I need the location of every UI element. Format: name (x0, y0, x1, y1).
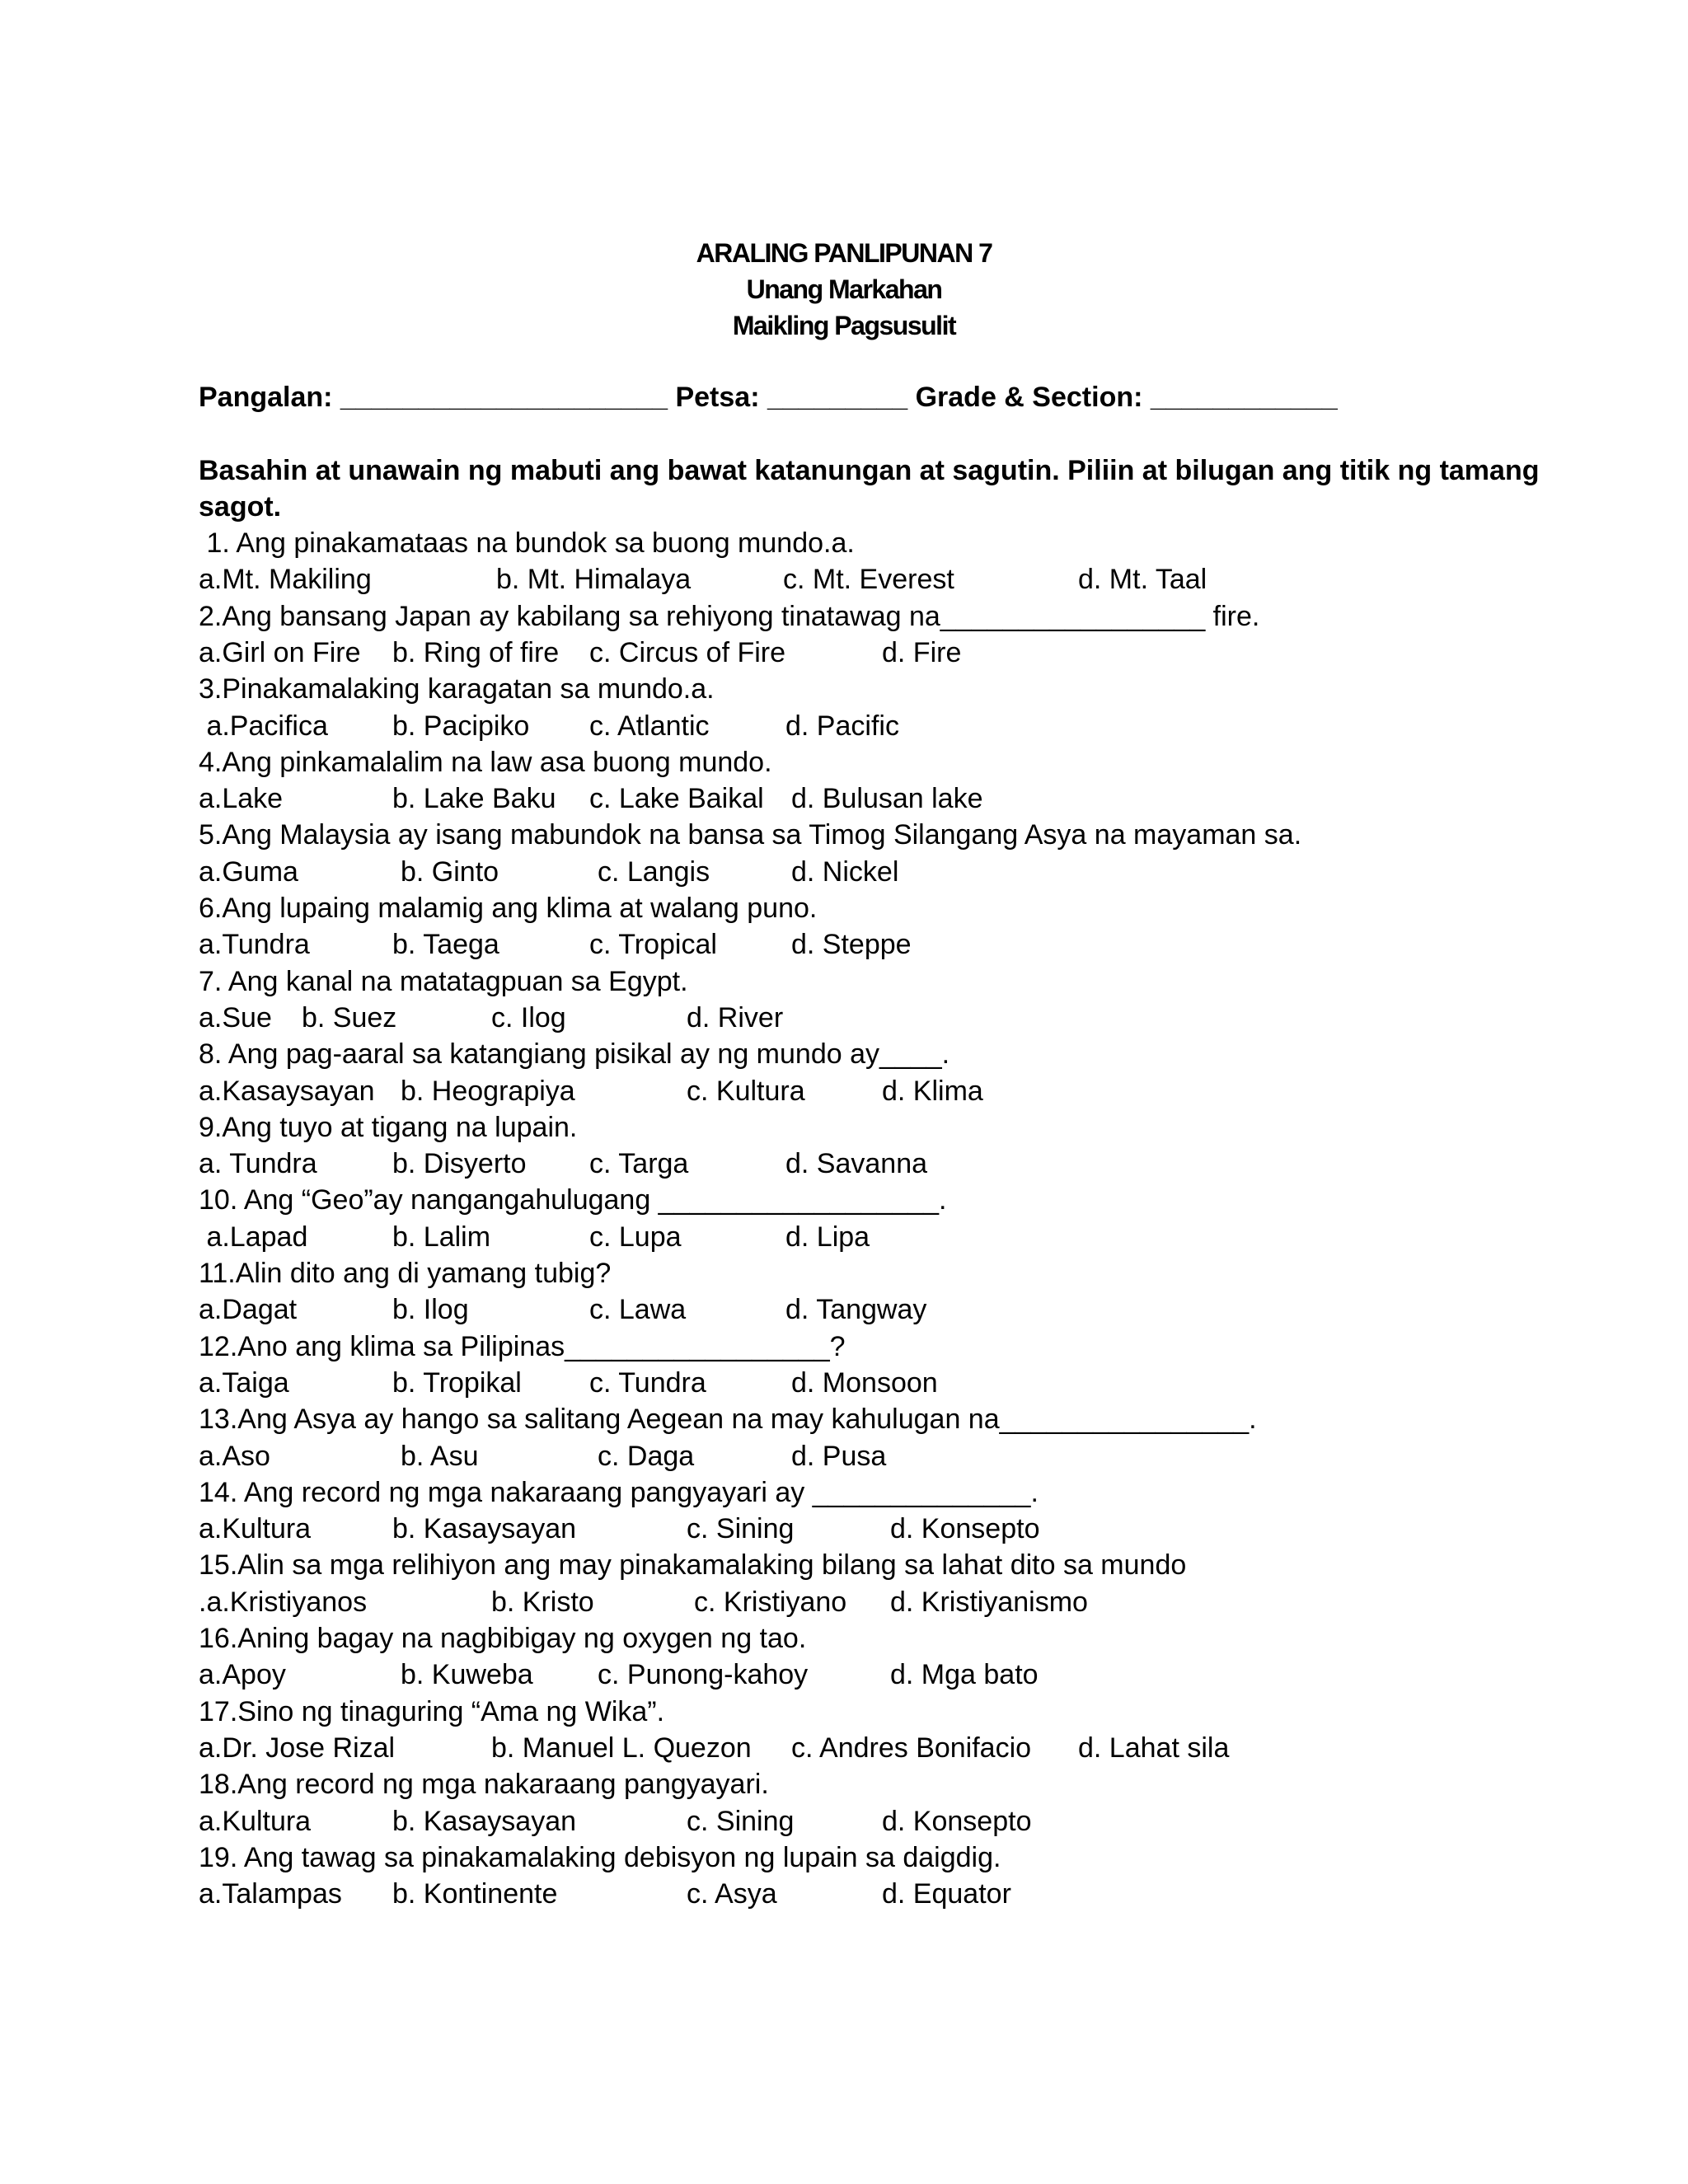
question-10-choice-a: a.Lapad (199, 1221, 308, 1253)
question-5: 5.Ang Malaysia ay isang mabundok na bansa sa Timog Silangang Asya na mayaman sa. (199, 819, 1302, 851)
question-2-choice-b: b. Ring of fire (392, 636, 560, 668)
question-5-choice-a: a.Guma (199, 855, 298, 888)
question-8: 8. Ang pag-aaral sa katangiang pisikal ay ng mundo ay____. (199, 1038, 950, 1071)
question-12-choice-d: d. Monsoon (791, 1366, 938, 1399)
question-18-choice-c: c. Sining (687, 1805, 795, 1837)
question-10: 10. Ang “Geo”ay nangangahulugang __________________. (199, 1184, 947, 1216)
question-9-choice-d: d. Savanna (785, 1148, 928, 1180)
question-9-choice-b: b. Disyerto (392, 1148, 527, 1180)
question-1-choice-d: d. Mt. Taal (1078, 564, 1207, 596)
question-12-choice-c: c. Tundra (589, 1366, 706, 1399)
question-6-choice-b: b. Taega (392, 929, 499, 961)
question-7-choice-a: a.Sue (199, 1001, 272, 1033)
question-12: 12.Ano ang klima sa Pilipinas_________________? (199, 1330, 846, 1362)
question-2-choice-d: d. Fire (882, 636, 962, 668)
question-8-choice-b: b. Heograpiya (401, 1075, 575, 1107)
question-11: 11.Alin dito ang di yamang tubig? (199, 1258, 612, 1289)
question-1: 1. Ang pinakamataas na bundok sa buong mundo.a. (199, 527, 855, 559)
question-7: 7. Ang kanal na matatagpuan sa Egypt. (199, 965, 688, 997)
question-1-choice-b: b. Mt. Himalaya (496, 564, 692, 596)
question-9: 9.Ang tuyo at tigang na lupain. (199, 1111, 578, 1143)
question-3: 3.Pinakamalaking karagatan sa mundo.a. (199, 673, 715, 705)
question-3-choice-a: a.Pacifica (199, 710, 328, 742)
question-17: 17.Sino ng tinaguring “Ama ng Wika”. (199, 1695, 665, 1727)
question-6-choice-d: d. Steppe (791, 929, 912, 961)
question-9-choice-a: a. Tundra (199, 1148, 317, 1180)
question-18-choice-b: b. Kasaysayan (392, 1805, 577, 1837)
student-info-line: Pangalan: _____________________ Petsa: _________ Grade & Section: ____________ (199, 382, 1338, 413)
question-15: 15.Alin sa mga relihiyon ang may pinakamalaking bilang sa lahat dito sa mundo (199, 1549, 1187, 1582)
question-4-choice-c: c. Lake Baikal (589, 783, 764, 815)
question-13-choice-c: c. Daga (598, 1440, 695, 1472)
question-11-choice-a: a.Dagat (199, 1294, 298, 1326)
question-19-choice-c: c. Asya (687, 1878, 777, 1910)
question-4: 4.Ang pinkamalalim na law asa buong mundo. (199, 746, 772, 778)
question-14-choice-c: c. Sining (687, 1513, 795, 1545)
question-6-choice-a: a.Tundra (199, 929, 310, 961)
question-9-choice-c: c. Targa (589, 1148, 689, 1180)
question-8-choice-c: c. Kultura (687, 1075, 805, 1107)
question-7-choice-c: c. Ilog (491, 1001, 566, 1033)
question-6-choice-c: c. Tropical (589, 929, 717, 961)
question-5-choice-b: b. Ginto (401, 855, 499, 888)
question-7-choice-d: d. River (687, 1001, 784, 1033)
question-16-choice-a: a.Apoy (199, 1659, 286, 1691)
question-3-choice-c: c. Atlantic (589, 710, 710, 742)
question-16-choice-c: c. Punong-kahoy (598, 1659, 809, 1691)
question-11-choice-d: d. Tangway (785, 1294, 927, 1326)
question-13: 13.Ang Asya ay hango sa salitang Aegean na may kahulugan na________________. (199, 1404, 1257, 1436)
question-6: 6.Ang lupaing malamig ang klima at walang puno. (199, 893, 818, 924)
question-2: 2.Ang bansang Japan ay kabilang sa rehiyong tinatawag na_________________ fire. (199, 600, 1260, 632)
question-15-choice-c: c. Kristiyano (694, 1586, 847, 1618)
question-5-choice-c: c. Langis (598, 855, 710, 888)
question-15-choice-d: d. Kristiyanismo (890, 1586, 1088, 1618)
question-1-choice-c: c. Mt. Everest (783, 564, 954, 596)
question-10-choice-c: c. Lupa (589, 1221, 682, 1253)
question-19: 19. Ang tawag sa pinakamalaking debisyon ng lupain sa daigdig. (199, 1841, 1001, 1873)
question-1-choice-a: a.Mt. Makiling (199, 564, 372, 596)
question-3-choice-b: b. Pacipiko (392, 710, 530, 742)
question-19-choice-a: a.Talampas (199, 1878, 342, 1910)
question-7-choice-b: b. Suez (302, 1001, 397, 1033)
question-15-choice-a: .a.Kristiyanos (199, 1586, 368, 1618)
question-15-choice-b: b. Kristo (491, 1586, 594, 1618)
question-4-choice-b: b. Lake Baku (392, 783, 556, 815)
question-19-choice-d: d. Equator (882, 1878, 1011, 1910)
question-14: 14. Ang record ng mga nakaraang pangyayari ay ______________. (199, 1476, 1039, 1508)
question-14-choice-b: b. Kasaysayan (392, 1513, 577, 1545)
question-17-choice-b: b. Manuel L. Quezon (491, 1732, 752, 1764)
instructions-line-2: sagot. (199, 491, 282, 523)
question-8-choice-d: d. Klima (882, 1075, 983, 1107)
question-2-choice-c: c. Circus of Fire (589, 636, 786, 668)
question-11-choice-c: c. Lawa (589, 1294, 687, 1326)
question-12-choice-a: a.Taiga (199, 1366, 289, 1399)
question-8-choice-a: a.Kasaysayan (199, 1075, 375, 1107)
question-10-choice-d: d. Lipa (785, 1221, 870, 1253)
question-17-choice-d: d. Lahat sila (1078, 1732, 1230, 1764)
question-14-choice-a: a.Kultura (199, 1513, 312, 1545)
question-3-choice-d: d. Pacific (785, 710, 899, 742)
instructions-line-1: Basahin at unawain ng mabuti ang bawat katanungan at sagutin. Piliin at bilugan ang titik ng tamang (199, 455, 1540, 486)
exam-title: ARALING PANLIPUNAN 7 (696, 238, 992, 268)
question-19-choice-b: b. Kontinente (392, 1878, 558, 1910)
question-18-choice-d: d. Konsepto (882, 1805, 1032, 1837)
question-5-choice-d: d. Nickel (791, 855, 899, 888)
question-17-choice-a: a.Dr. Jose Rizal (199, 1732, 396, 1764)
question-13-choice-d: d. Pusa (791, 1440, 887, 1472)
question-16-choice-d: d. Mga bato (890, 1659, 1039, 1691)
exam-test-name: Maikling Pagsusulit (732, 311, 956, 340)
question-11-choice-b: b. Ilog (392, 1294, 469, 1326)
question-17-choice-c: c. Andres Bonifacio (791, 1732, 1032, 1764)
question-4-choice-d: d. Bulusan lake (791, 783, 983, 815)
exam-subtitle: Unang Markahan (746, 274, 942, 304)
question-18: 18.Ang record ng mga nakaraang pangyayari. (199, 1769, 769, 1801)
question-18-choice-a: a.Kultura (199, 1805, 312, 1837)
question-13-choice-b: b. Asu (401, 1440, 479, 1472)
question-16-choice-b: b. Kuweba (401, 1659, 533, 1691)
question-2-choice-a: a.Girl on Fire (199, 636, 361, 668)
question-12-choice-b: b. Tropikal (392, 1366, 522, 1399)
question-16: 16.Aning bagay na nagbibigay ng oxygen ng tao. (199, 1623, 807, 1654)
question-13-choice-a: a.Aso (199, 1440, 270, 1472)
question-4-choice-a: a.Lake (199, 783, 284, 815)
question-14-choice-d: d. Konsepto (890, 1513, 1040, 1545)
question-10-choice-b: b. Lalim (392, 1221, 491, 1253)
